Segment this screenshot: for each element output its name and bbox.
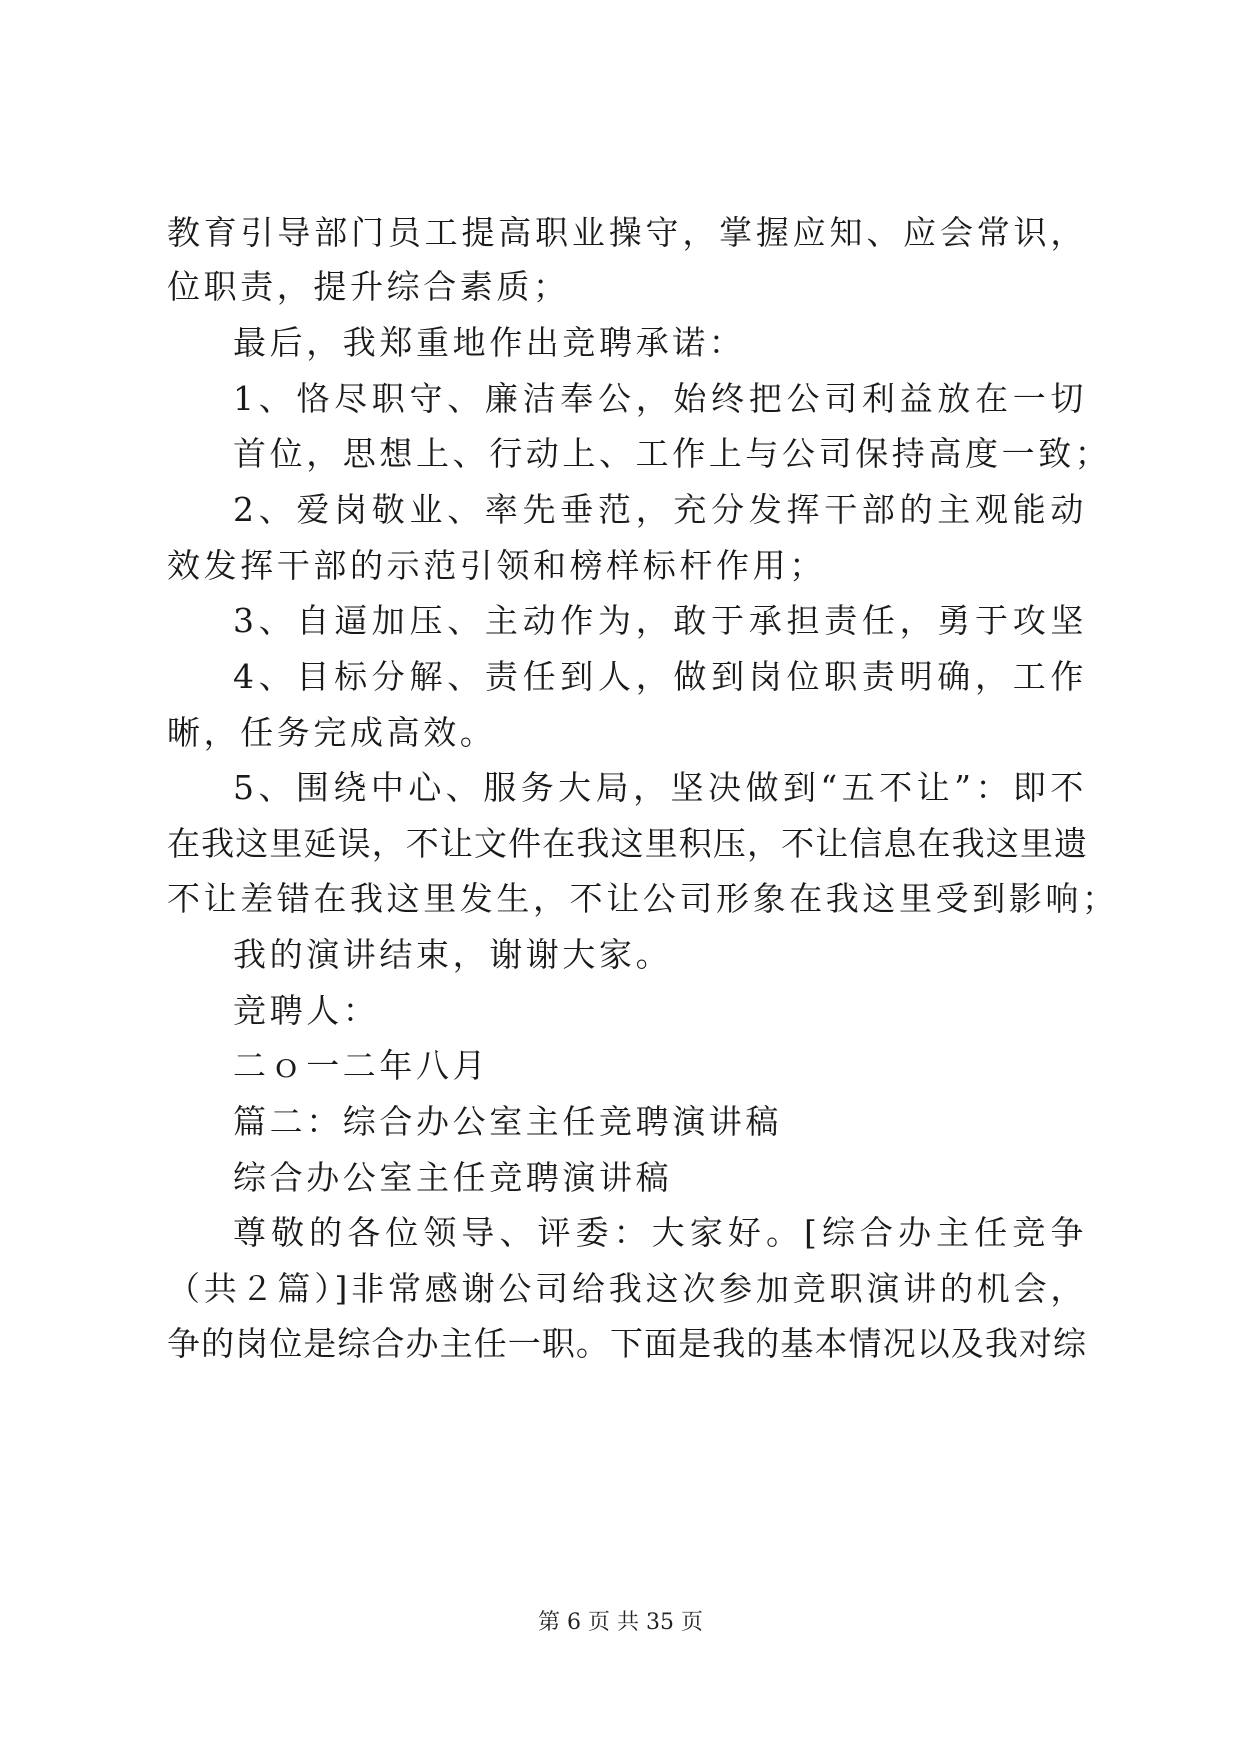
- paragraph-line: 最后，我郑重地作出竞聘承诺：: [233, 323, 746, 362]
- page-number-footer: 第 6 页 共 35 页: [538, 1610, 703, 1635]
- paragraph-line: 5、围绕中心、服务大局，坚决做到“五不让”：即不: [233, 768, 1087, 807]
- section-title: 综合办公室主任竞聘演讲稿: [233, 1158, 673, 1197]
- paragraph-line: 首位，思想上、行动上、工作上与公司保持高度一致；: [233, 434, 1112, 473]
- paragraph-line: 4、目标分解、责任到人，做到岗位职责明确，工作: [233, 657, 1087, 696]
- paragraph-line: 我的演讲结束，谢谢大家。: [233, 935, 673, 974]
- paragraph-line: 1、恪尽职守、廉洁奉公，始终把公司利益放在一切: [233, 379, 1087, 418]
- date-line: 二ｏ一二年八月: [233, 1046, 490, 1085]
- paragraph-line: 2、爱岗敬业、率先垂范，充分发挥干部的主观能动: [233, 490, 1087, 529]
- paragraph-line: 在我这里延误，不让文件在我这里积压，不让信息在我这里遗: [167, 824, 1087, 863]
- paragraph-line: 竞聘人：: [233, 991, 380, 1030]
- paragraph-line: 不让差错在我这里发生，不让公司形象在我这里受到影响；: [167, 879, 1119, 918]
- section-heading: 篇二：综合办公室主任竞聘演讲稿: [233, 1102, 782, 1141]
- paragraph-line: 晰，任务完成高效。: [167, 713, 497, 752]
- paragraph-line: 教育引导部门员工提高职业操守，掌握应知、应会常识，: [167, 213, 1087, 252]
- paragraph-line: 效发挥干部的示范引领和榜样标杆作用；: [167, 546, 826, 585]
- paragraph-line: 争的岗位是综合办主任一职。下面是我的基本情况以及我对综: [167, 1324, 1087, 1363]
- paragraph-line: 尊敬的各位领导、评委：大家好。[综合办主任竞争: [233, 1213, 1087, 1252]
- paragraph-line: 位职责，提升综合素质；: [167, 267, 570, 306]
- paragraph-line: （共２篇）]非常感谢公司给我这次参加竞职演讲的机会，: [167, 1269, 1087, 1308]
- paragraph-line: 3、自逼加压、主动作为，敢于承担责任，勇于攻坚: [233, 601, 1087, 640]
